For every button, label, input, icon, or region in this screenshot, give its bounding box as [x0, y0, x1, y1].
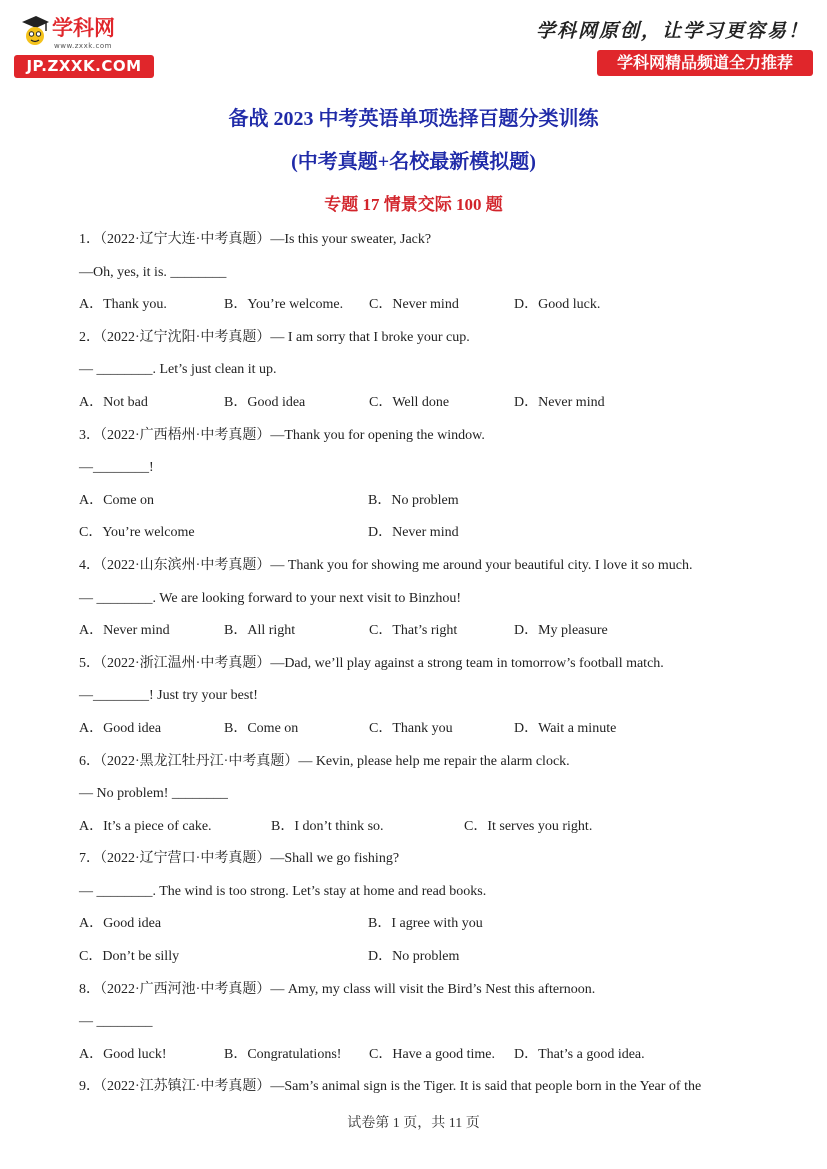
option-c[interactable]: C．Well done [369, 394, 450, 410]
option-d[interactable]: D．No problem [368, 949, 460, 965]
option-c[interactable]: C．Don’t be silly [79, 949, 180, 965]
option-b[interactable]: B．All right [224, 623, 296, 639]
option-b[interactable]: B．I agree with you [368, 916, 483, 932]
question-3 [79, 424, 759, 554]
option-d[interactable]: D．Never mind [514, 394, 605, 410]
question-dialogue: — ________. We are looking forward to your next visit to Binzhou! [79, 590, 461, 606]
recommend-badge[interactable]: 学科网精品频道全力推荐 [597, 50, 813, 76]
question-9 [79, 1075, 759, 1108]
question-dialogue: — No problem! ________ [79, 786, 228, 802]
question-stem: 2．（2022·辽宁沈阳·中考真题）— I am sorry that I broke your cup. [79, 329, 470, 345]
logo-name: 学科网 [52, 16, 115, 40]
option-c[interactable]: C．You’re welcome [79, 525, 195, 541]
options-row [79, 912, 759, 945]
option-a[interactable]: A．Never mind [79, 623, 170, 639]
options-row [79, 521, 759, 554]
question-stem: 5．（2022·浙江温州·中考真题）—Dad, we’ll play against a strong team in tomorrow’s football match. [79, 655, 664, 671]
option-c[interactable]: C．Have a good time. [369, 1046, 495, 1062]
option-a[interactable]: A．Good idea [79, 916, 162, 932]
option-b[interactable]: B．Come on [224, 720, 299, 736]
option-a[interactable]: A．Thank you. [79, 297, 167, 313]
logo-url: www.zxxk.com [54, 42, 112, 50]
question-5 [79, 652, 759, 750]
question-stem: 9．（2022·江苏镇江·中考真题）—Sam’s animal sign is the Tiger. It is said that people born in the Year of the [79, 1079, 702, 1095]
question-stem: 1．（2022·辽宁大连·中考真题）—Is this your sweater, Jack? [79, 232, 432, 247]
options-row [79, 391, 759, 424]
options-row [79, 293, 759, 326]
question-dialogue: —Oh, yes, it is. ________ [79, 264, 227, 280]
option-a[interactable]: A．It’s a piece of cake. [79, 818, 212, 834]
question-dialogue: — ________ [79, 1014, 153, 1030]
question-dialogue: — ________. The wind is too strong. Let’s stay at home and read books. [79, 883, 487, 899]
option-a[interactable]: A．Come on [79, 492, 155, 508]
question-stem: 7．（2022·辽宁营口·中考真题）—Shall we go fishing? [79, 851, 400, 867]
topic-title: 专题 17 情景交际 100 题 [324, 195, 503, 214]
option-b[interactable]: B．You’re welcome. [224, 297, 344, 313]
options-row [79, 619, 759, 652]
option-c[interactable]: C．Thank you [369, 720, 453, 736]
site-logo[interactable] [14, 12, 164, 82]
question-stem: 4．（2022·山东滨州·中考真题）— Thank you for showing me around your beautiful city. I love it so much. [79, 557, 693, 573]
header-slogan: 学科网原创，让学习更容易！ [535, 20, 809, 42]
options-row [79, 815, 759, 848]
graduation-cap-icon [20, 14, 50, 48]
option-b[interactable]: B．Good idea [224, 394, 306, 410]
option-d[interactable]: D．Wait a minute [514, 720, 617, 736]
option-a[interactable]: A．Good luck! [79, 1046, 167, 1062]
question-4 [79, 554, 759, 652]
question-dialogue: —________! [79, 460, 154, 476]
option-c[interactable]: C．Never mind [369, 297, 459, 313]
question-stem: 3．（2022·广西梧州·中考真题）—Thank you for opening the window. [79, 427, 485, 443]
sub-title: (中考真题+名校最新模拟题) [291, 151, 536, 173]
option-d[interactable]: D．My pleasure [514, 623, 608, 639]
option-a[interactable]: A．Good idea [79, 720, 162, 736]
option-c[interactable]: C．It serves you right. [464, 818, 593, 834]
question-dialogue: — ________. Let’s just clean it up. [79, 362, 277, 378]
logo-badge[interactable]: JP.ZXXK.COM [14, 55, 154, 78]
question-6 [79, 750, 759, 848]
question-2 [79, 326, 759, 424]
question-7 [79, 847, 759, 977]
option-d[interactable]: D．Good luck. [514, 297, 601, 313]
option-d[interactable]: D．That’s a good idea. [514, 1046, 645, 1062]
question-1 [79, 228, 759, 326]
question-stem: 8．（2022·广西河池·中考真题）— Amy, my class will visit the Bird’s Nest this afternoon. [79, 981, 596, 997]
option-d[interactable]: D．Never mind [368, 525, 459, 541]
option-c[interactable]: C．That’s right [369, 623, 458, 639]
options-row [79, 945, 759, 978]
option-b[interactable]: B．Congratulations! [224, 1046, 342, 1062]
question-stem: 6．（2022·黑龙江牡丹江·中考真题）— Kevin, please help me repair the alarm clock. [79, 753, 570, 769]
options-row [79, 489, 759, 522]
option-a[interactable]: A．Not bad [79, 394, 148, 410]
question-8 [79, 978, 759, 1076]
question-list [79, 228, 759, 1108]
options-row [79, 717, 759, 750]
question-dialogue: —________! Just try your best! [79, 688, 258, 704]
page-footer: 试卷第 1 页，共 11 页 [347, 1116, 480, 1131]
options-row [79, 1043, 759, 1076]
main-title: 备战 2023 中考英语单项选择百题分类训练 [228, 108, 599, 130]
option-b[interactable]: B．No problem [368, 492, 459, 508]
option-b[interactable]: B．I don’t think so. [271, 818, 384, 834]
